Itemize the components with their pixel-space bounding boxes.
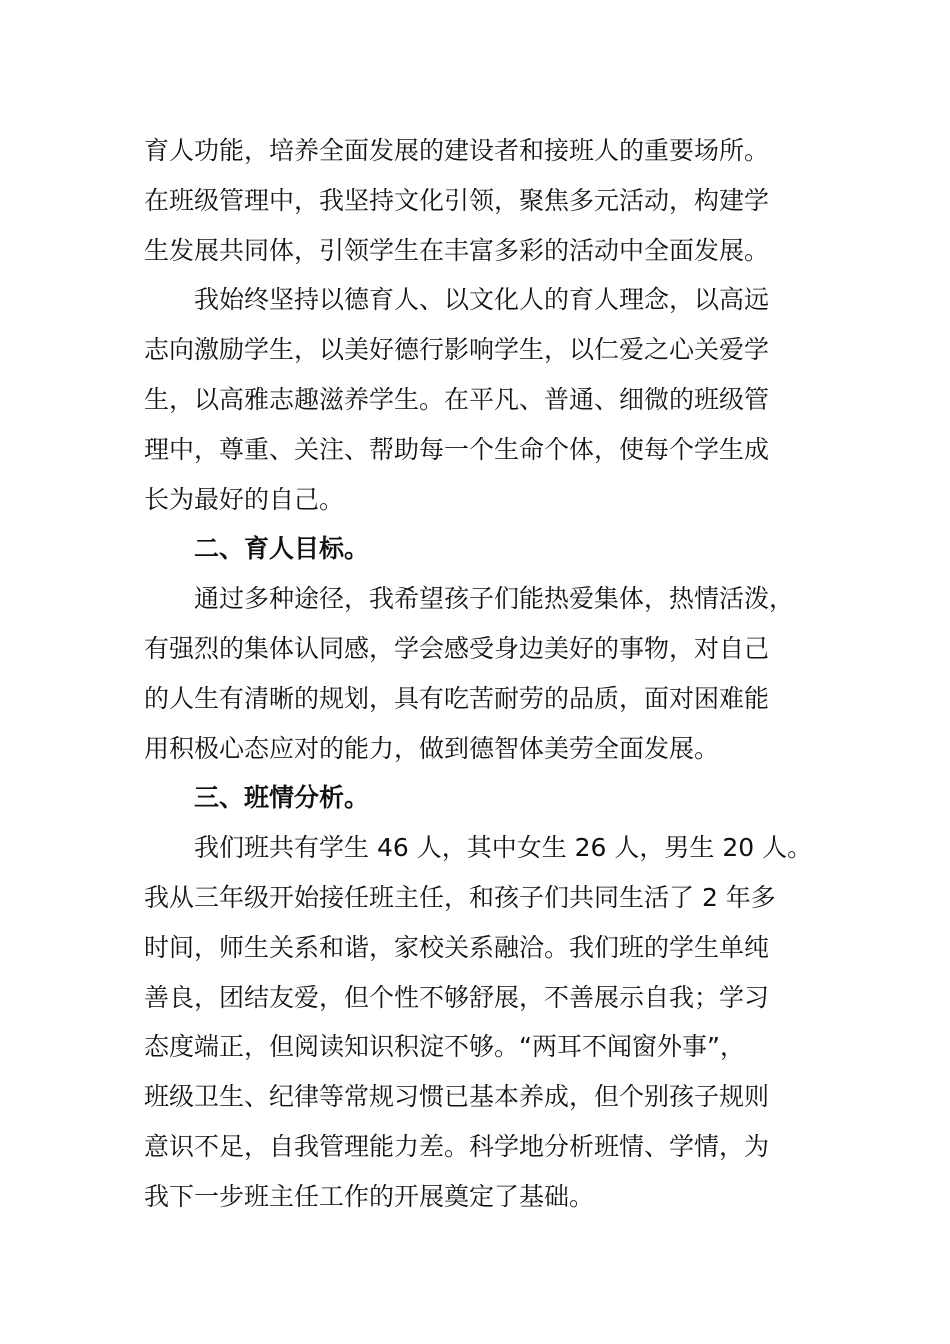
text-line: 通过多种途径，我希望孩子们能热爱集体，热情活泼， xyxy=(194,584,795,614)
analysis-paragraph xyxy=(144,823,813,1221)
text-line: 的人生有清晰的规划，具有吃苦耐劳的品质，面对困难能 xyxy=(144,683,770,713)
philosophy-paragraph xyxy=(144,275,804,524)
text-line: 态度端正，但阅读知识积淀不够。“两耳不闻窗外事”， xyxy=(144,1032,745,1062)
text-line: 用积极心态应对的能力，做到德智体美劳全面发展。 xyxy=(144,733,720,763)
text-line: 我从三年级开始接任班主任，和孩子们共同生活了 2 年多 xyxy=(144,882,776,912)
text-line: 善良，团结友爱，但个性不够舒展，不善展示自我；学习 xyxy=(144,982,770,1012)
text-line: 我下一步班主任工作的开展奠定了基础。 xyxy=(144,1181,595,1211)
goals-paragraph xyxy=(144,574,804,773)
text-line: 班级卫生、纪律等常规习惯已基本养成，但个别孩子规则 xyxy=(144,1082,770,1112)
intro-paragraph xyxy=(144,126,804,275)
text-line: 育人功能，培养全面发展的建设者和接班人的重要场所。 xyxy=(144,136,770,165)
text-line: 在班级管理中，我坚持文化引领，聚焦多元活动，构建学 xyxy=(144,185,770,215)
document-body xyxy=(144,126,813,1222)
text-line: 长为最好的自己。 xyxy=(144,484,345,514)
section-heading-goals: 二、育人目标。 xyxy=(194,534,370,564)
text-line: 意识不足，自我管理能力差。科学地分析班情、学情，为 xyxy=(144,1131,770,1161)
text-line: 时间，师生关系和谐，家校关系融洽。我们班的学生单纯 xyxy=(144,932,770,962)
text-line: 有强烈的集体认同感，学会感受身边美好的事物，对自己 xyxy=(144,633,770,663)
text-line: 志向激励学生，以美好德行影响学生，以仁爱之心关爱学 xyxy=(144,335,770,365)
text-line: 我们班共有学生 46 人，其中女生 26 人，男生 20 人。 xyxy=(194,833,813,863)
text-line: 生发展共同体，引领学生在丰富多彩的活动中全面发展。 xyxy=(144,235,770,265)
section-heading-analysis: 三、班情分析。 xyxy=(194,783,370,813)
text-line: 生，以高雅志趣滋养学生。在平凡、普通、细微的班级管 xyxy=(144,384,770,414)
text-line: 我始终坚持以德育人、以文化人的育人理念，以高远 xyxy=(194,285,770,315)
text-line: 理中，尊重、关注、帮助每一个生命个体，使每个学生成 xyxy=(144,434,770,464)
